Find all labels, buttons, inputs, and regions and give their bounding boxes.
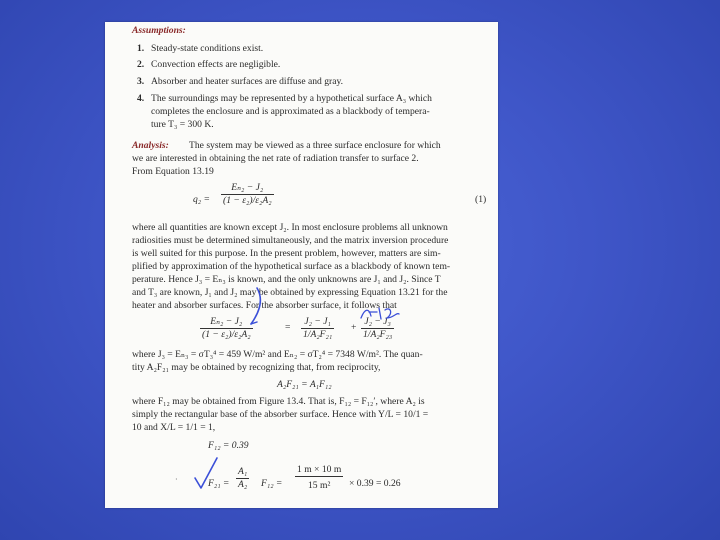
analysis-line-1: The system may be viewed as a three surface enclosure for which bbox=[189, 140, 441, 151]
eq2-plus: + bbox=[351, 322, 357, 333]
eq2-f2-numerator: J₂ − J₁ bbox=[304, 316, 331, 327]
item-number: 3. bbox=[137, 76, 145, 87]
eq5-fraction-1 bbox=[236, 466, 249, 490]
para4-line-1: where F₁₂ may be obtained from Figure 13.4. That is, F₁₂ = F₁₂′, where A₂ is bbox=[132, 396, 425, 407]
checkmark-icon bbox=[191, 454, 221, 492]
para2-line-7: heater and absorber surfaces. For the absorber surface, it follows that bbox=[132, 300, 397, 311]
assumption-4-line-1: The surroundings may be represented by a hypothetical surface A₃ which bbox=[151, 93, 432, 104]
eq2-f2-denominator: 1/A₂F₂₁ bbox=[303, 328, 333, 340]
para2-line-2: radiosities must be determined simultaneously, and the matrix inversion procedure bbox=[132, 235, 449, 246]
eq5-lhs: F₂₁ = bbox=[208, 478, 230, 489]
para3-line-1: where J₃ = Eₙ₃ = σT₃⁴ = 459 W/m² and Eₙ₂ = σT₂⁴ = 7348 W/m². The quan- bbox=[132, 349, 423, 360]
assumptions-heading: Assumptions: bbox=[132, 25, 186, 36]
para2-line-6: and T₃ are known, J₁ and J₂ may be obtained by expressing Equation 13.21 for the bbox=[132, 287, 448, 298]
eq5-mid: F₁₂ = bbox=[261, 478, 283, 489]
eq5-f1-numerator: A₁ bbox=[238, 466, 248, 477]
assumption-2: Convection effects are negligible. bbox=[151, 59, 281, 70]
document-page bbox=[105, 22, 498, 508]
eq5-f2-numerator: 1 m × 10 m bbox=[297, 464, 342, 475]
reciprocity-equation: A₂F₂₁ = A₁F₁₂ bbox=[277, 379, 332, 390]
analysis-line-2: we are interested in obtaining the net rate of radiation transfer to surface 2. bbox=[132, 153, 419, 164]
eq2-f3-numerator: J₂ − J₃ bbox=[364, 316, 391, 327]
eq2-f3-denominator: 1/A₂F₂₃ bbox=[363, 328, 393, 340]
f12-value: F₁₂ = 0.39 bbox=[208, 440, 249, 451]
para3-line-2: tity A₂F₂₁ may be obtained by recognizing that, from reciprocity, bbox=[132, 362, 381, 373]
eq1-numerator: Eₙ₂ − J₂ bbox=[231, 182, 264, 193]
eq5-fraction-2 bbox=[295, 464, 343, 491]
fraction-bar bbox=[295, 476, 343, 477]
para2-line-5: perature. Hence J₃ = Eₙ₃ is known, and the only unknowns are J₁ and J₂. Since T bbox=[132, 274, 441, 285]
assumption-4-line-2: completes the enclosure and is approximated as a blackbody of tempera- bbox=[151, 106, 430, 117]
eq1-lhs: q₂ = bbox=[193, 194, 211, 205]
eq2-f1-numerator: Eₙ₂ − J₂ bbox=[210, 316, 243, 327]
item-number: 1. bbox=[137, 43, 145, 54]
ink-bracket-mark bbox=[243, 284, 283, 330]
para4-line-3: 10 and X/L = 1/1 = 1, bbox=[132, 422, 216, 433]
eq5-rhs: × 0.39 = 0.26 bbox=[349, 478, 401, 489]
assumption-4-line-3: ture T₃ = 300 K. bbox=[151, 119, 214, 130]
ink-annotation-mark bbox=[357, 302, 403, 324]
eq5-f2-denominator: 15 m² bbox=[307, 479, 331, 491]
eq1-fraction bbox=[221, 182, 274, 206]
eq2-f1-denominator: (1 − ε₂)/ε₂A₂ bbox=[202, 328, 251, 340]
assumption-1: Steady-state conditions exist. bbox=[151, 43, 264, 54]
eq1-number: (1) bbox=[475, 194, 487, 205]
stray-dot: · bbox=[175, 475, 178, 484]
eq1-denominator: (1 − ε₂)/ε₂A₂ bbox=[223, 194, 272, 206]
item-number: 4. bbox=[137, 93, 145, 104]
eq5-f1-denominator: A₂ bbox=[238, 478, 248, 490]
para2-line-4: plified by approximation of the hypothetical surface as a blackbody of known tem- bbox=[132, 261, 451, 272]
para4-line-2: simply the rectangular base of the absorber surface. Hence with Y/L = 10/1 = bbox=[132, 409, 429, 420]
eq2-fraction-2 bbox=[301, 316, 334, 340]
para2-line-1: where all quantities are known except J₂. In most enclosure problems all unknown bbox=[132, 222, 448, 233]
item-number: 2. bbox=[137, 59, 145, 70]
analysis-heading: Analysis: bbox=[132, 140, 169, 151]
eq2-equals: = bbox=[285, 322, 291, 333]
assumption-3: Absorber and heater surfaces are diffuse and gray. bbox=[151, 76, 344, 87]
para2-line-3: is well suited for this purpose. In the present problem, however, matters are sim- bbox=[132, 248, 441, 259]
analysis-line-3: From Equation 13.19 bbox=[132, 166, 214, 177]
